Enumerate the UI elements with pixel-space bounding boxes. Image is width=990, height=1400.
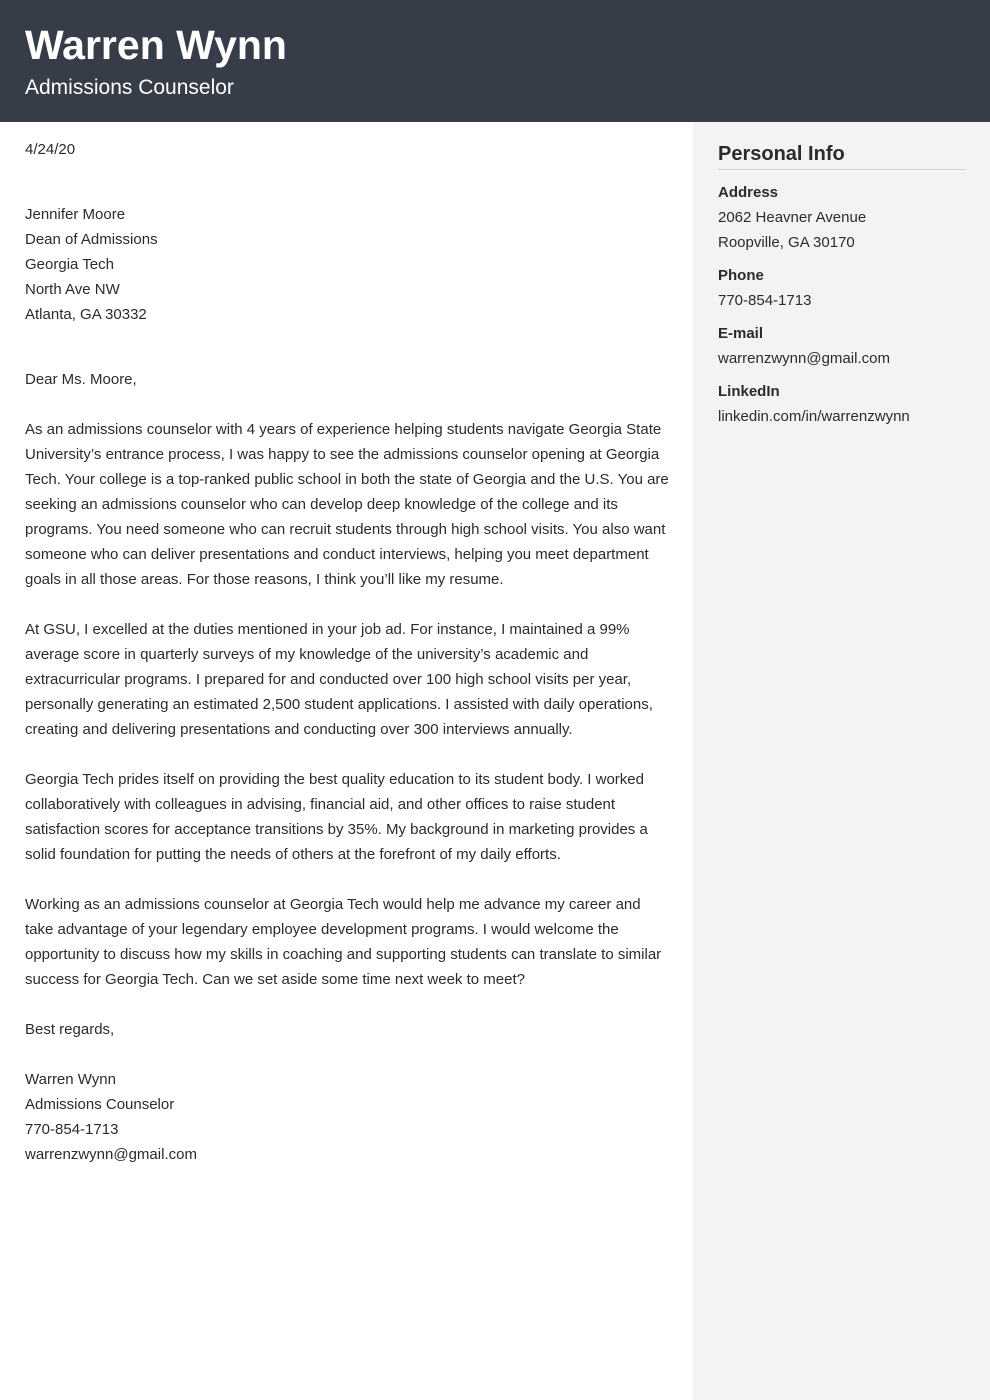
signature-phone: 770-854-1713 bbox=[25, 1121, 119, 1138]
recipient-street: North Ave NW bbox=[25, 281, 120, 298]
phone-group bbox=[718, 263, 968, 313]
phone-label: Phone bbox=[718, 267, 764, 284]
closing: Best regards, bbox=[25, 1021, 115, 1038]
email-value: warrenzwynn@gmail.com bbox=[718, 350, 890, 367]
address-group bbox=[718, 180, 968, 255]
linkedin-label: LinkedIn bbox=[718, 383, 780, 400]
applicant-name: Warren Wynn bbox=[25, 22, 287, 68]
personal-info-list bbox=[718, 180, 968, 437]
letter-date: 4/24/20 bbox=[25, 141, 76, 158]
signature-email: warrenzwynn@gmail.com bbox=[25, 1146, 197, 1163]
recipient-title: Dean of Admissions bbox=[25, 231, 158, 248]
linkedin-value: linkedin.com/in/warrenzwynn bbox=[718, 408, 910, 425]
address-label: Address bbox=[718, 184, 779, 201]
address-line-2: Roopville, GA 30170 bbox=[718, 234, 855, 251]
applicant-job-title: Admissions Counselor bbox=[25, 76, 234, 99]
address-line-1: 2062 Heavner Avenue bbox=[718, 209, 867, 226]
paragraph-fit: Georgia Tech prides itself on providing the best quality education to its student body. I worked collaboratively with colleagues in advising, financial aid, and other offices to raise student satisfaction scores for acceptance transitions by 35%. My background in marketing provides a solid foundation for putting the needs of others at the forefront of my daily efforts. bbox=[25, 771, 648, 863]
recipient-organization: Georgia Tech bbox=[25, 256, 114, 273]
recipient-city: Atlanta, GA 30332 bbox=[25, 306, 147, 323]
email-group bbox=[718, 321, 968, 371]
letter-body bbox=[25, 137, 670, 1192]
recipient-address-block bbox=[25, 202, 670, 327]
paragraph-experience: At GSU, I excelled at the duties mentioned in your job ad. For instance, I maintained a 99% average score in quarterly surveys of my knowledge of the university’s academic and extracurricular programs. I prepared for and conducted over 100 high school visits per year, personally generating an estimated 2,500 student applications. I assisted with daily operations, creating and delivering presentations and conducting over 300 interviews annually. bbox=[25, 621, 653, 738]
personal-info-sidebar bbox=[693, 122, 990, 1400]
email-label: E-mail bbox=[718, 325, 764, 342]
phone-value: 770-854-1713 bbox=[718, 292, 812, 309]
signature-block bbox=[25, 1067, 670, 1167]
letter-date-block bbox=[25, 137, 670, 162]
paragraph-intro: As an admissions counselor with 4 years of experience helping students navigate Georgia State University’s entrance process, I was happy to see the admissions counselor opening at Georgia Tech. Your college is a top-ranked public school in both the state of Georgia and the U.S. You are seeking an admissions counselor who can develop deep knowledge of the college and its programs. You need someone who can recruit students through high school visits. You also want someone who can deliver presentations and conduct interviews, helping you meet department goals in all those areas. For those reasons, I think you’ll like my resume. bbox=[25, 421, 669, 588]
linkedin-group bbox=[718, 379, 968, 429]
personal-info-heading: Personal Info bbox=[718, 142, 965, 170]
signature-title: Admissions Counselor bbox=[25, 1096, 175, 1113]
paragraph-call-to-action: Working as an admissions counselor at Georgia Tech would help me advance my career and take advantage of your legendary employee development programs. I would welcome the opportunity to discuss how my skills in coaching and supporting students can translate to similar success for Georgia Tech. Can we set aside some time next week to meet? bbox=[25, 896, 662, 988]
recipient-name: Jennifer Moore bbox=[25, 206, 126, 223]
signature-name: Warren Wynn bbox=[25, 1071, 116, 1088]
header-banner bbox=[0, 0, 990, 122]
salutation: Dear Ms. Moore, bbox=[25, 371, 137, 388]
